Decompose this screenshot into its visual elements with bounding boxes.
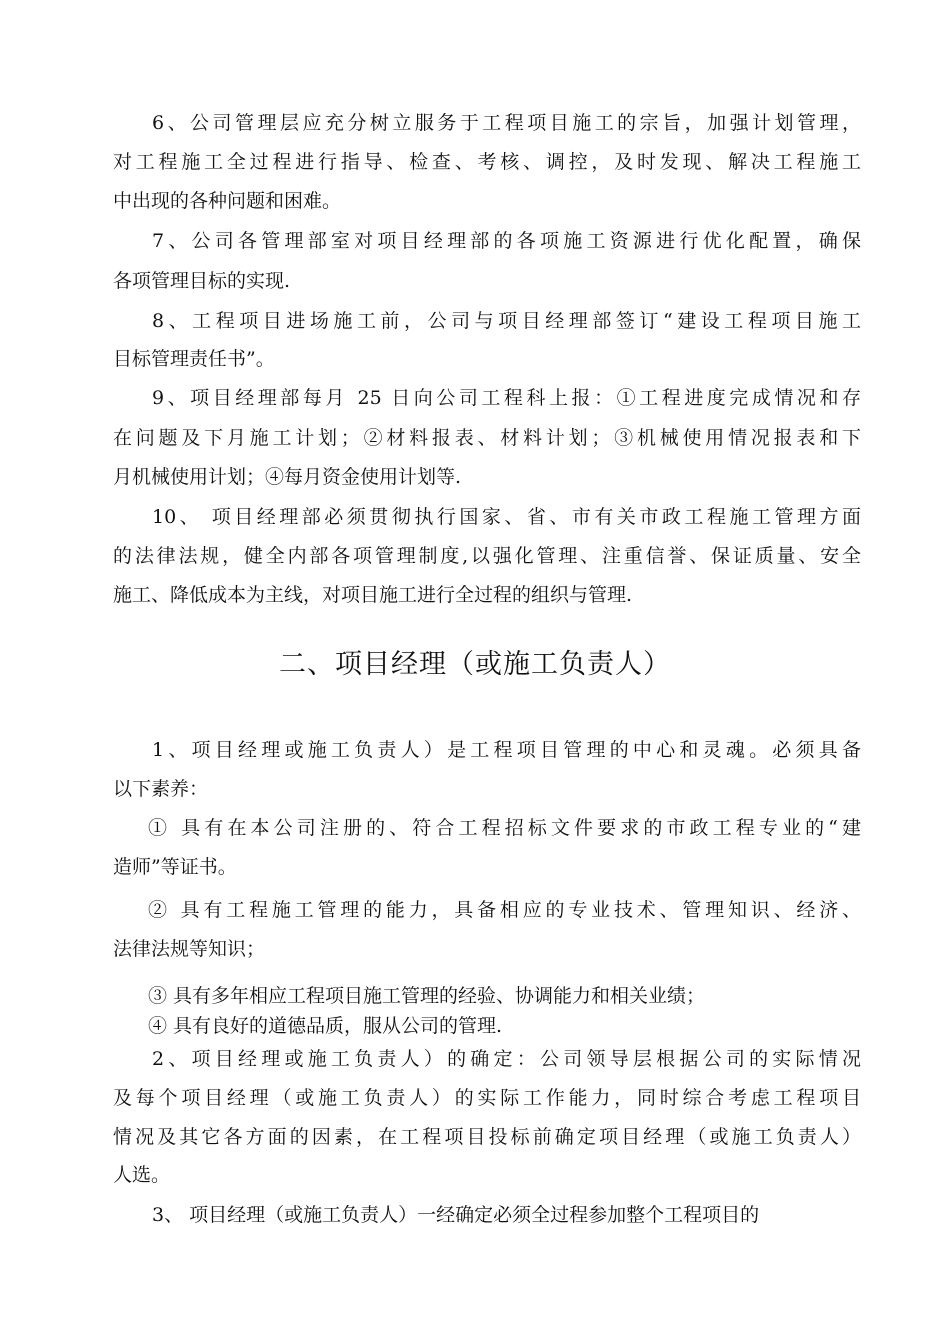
paragraph-line: 7、公司各管理部室对项目经理部的各项施工资源进行优化配置，确保 (152, 230, 861, 252)
paragraph-line: 3、 项目经理（或施工负责人）一经确定必须全过程参加整个工程项目的 (152, 1204, 760, 1226)
paragraph-line: 目标管理责任书”。 (113, 348, 275, 370)
paragraph-line: 8、工程项目进场施工前，公司与项目经理部签订“建设工程项目施工 (152, 310, 861, 332)
paragraph-line: 人选。 (113, 1164, 171, 1186)
paragraph-line: 在问题及下月施工计划；②材料报表、材料计划；③机械使用情况报表和下 (113, 427, 861, 449)
section-heading: 二、项目经理（或施工负责人） (279, 649, 671, 680)
paragraph-line: ① 具有在本公司注册的、符合工程招标文件要求的市政工程专业的“建 (148, 817, 861, 839)
paragraph-line: 6、公司管理层应充分树立服务于工程项目施工的宗旨，加强计划管理， (152, 112, 861, 134)
paragraph-line: 9、项目经理部每月 25 日向公司工程科上报：①工程进度完成情况和存 (152, 387, 861, 409)
paragraph-line: 1、项目经理或施工负责人）是工程项目管理的中心和灵魂。必须具备 (152, 739, 861, 761)
paragraph-line: ② 具有工程施工管理的能力，具备相应的专业技术、管理知识、经济、 (148, 899, 861, 921)
paragraph-line: 各项管理目标的实现. (113, 270, 291, 292)
paragraph-line: 以下素养： (113, 778, 209, 800)
paragraph-line: 月机械使用计划；④每月资金使用计划等. (113, 466, 462, 488)
paragraph-line: ④ 具有良好的道德品质，服从公司的管理. (148, 1015, 503, 1037)
paragraph-line: 对工程施工全过程进行指导、检查、考核、调控，及时发现、解决工程施工 (113, 151, 861, 173)
paragraph-line: 法律法规等知识； (113, 938, 266, 960)
paragraph-line: 中出现的各种问题和困难。 (113, 190, 342, 212)
paragraph-line: 的法律法规，健全内部各项管理制度,以强化管理、注重信誉、保证质量、安全 (113, 545, 861, 567)
paragraph-line: 造师”等证书。 (113, 856, 237, 878)
paragraph-line: 及每个项目经理（或施工负责人）的实际工作能力，同时综合考虑工程项目 (113, 1087, 861, 1109)
paragraph-line: 2、项目经理或施工负责人）的确定：公司领导层根据公司的实际情况 (152, 1048, 861, 1070)
paragraph-line: 10、 项目经理部必须贯彻执行国家、省、市有关市政工程施工管理方面 (152, 506, 861, 528)
paragraph-line: 情况及其它各方面的因素，在工程项目投标前确定项目经理（或施工负责人） (113, 1126, 861, 1148)
paragraph-line: 施工、降低成本为主线，对项目施工进行全过程的组织与管理. (113, 584, 633, 606)
paragraph-line: ③ 具有多年相应工程项目施工管理的经验、协调能力和相关业绩； (148, 985, 706, 1007)
